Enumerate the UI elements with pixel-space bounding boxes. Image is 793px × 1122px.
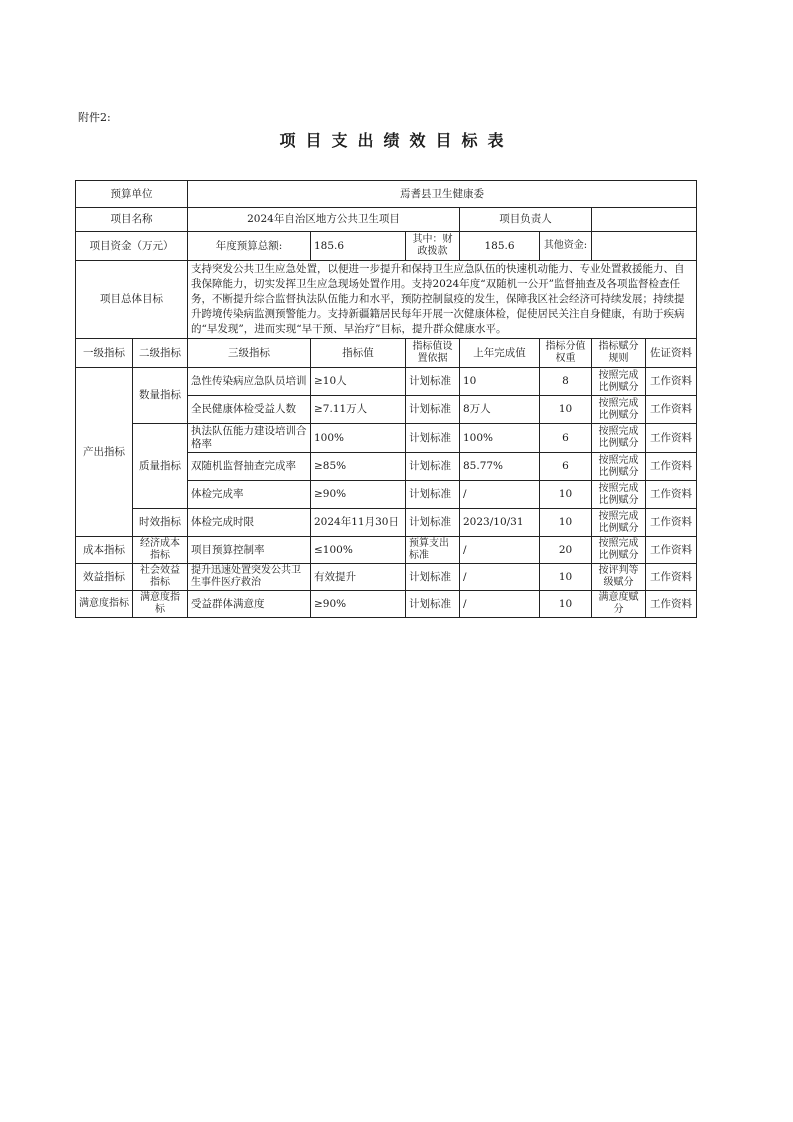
indicator-evidence: 工作资料: [646, 453, 697, 481]
indicator-name: 项目预算控制率: [188, 537, 311, 564]
indicator-rule: 按照完成比例赋分: [592, 481, 646, 509]
indicator-evidence: 工作资料: [646, 368, 697, 396]
indicator-weight: 20: [540, 537, 592, 564]
funds-row: [76, 232, 697, 261]
indicator-name: 执法队伍能力建设培训合格率: [188, 424, 311, 453]
indicator-rule: 按照完成比例赋分: [592, 368, 646, 396]
indicator-basis: 计划标准: [406, 591, 460, 618]
table-row: [76, 509, 697, 537]
indicator-evidence: 工作资料: [646, 564, 697, 591]
indicator-prev: 100%: [460, 424, 540, 453]
indicator-value: ≤100%: [311, 537, 406, 564]
indicator-value: ≥7.11万人: [311, 396, 406, 424]
indicator-evidence: 工作资料: [646, 424, 697, 453]
indicator-evidence: 工作资料: [646, 396, 697, 424]
page-title: 项目支出绩效目标表: [279, 131, 514, 150]
indicator-basis: 计划标准: [406, 368, 460, 396]
goal-row: [76, 261, 697, 339]
group-quantity: 数量指标: [133, 368, 188, 424]
project-owner-value: [592, 208, 697, 232]
indicator-weight: 10: [540, 396, 592, 424]
other-funds-label: 其他资金:: [540, 232, 592, 261]
indicator-name: 受益群体满意度: [188, 591, 311, 618]
indicator-weight: 8: [540, 368, 592, 396]
indicator-rule: 按照完成比例赋分: [592, 509, 646, 537]
group-output: 产出指标: [76, 368, 133, 537]
indicator-value: ≥85%: [311, 453, 406, 481]
project-name-value: 2024年自治区地方公共卫生项目: [188, 208, 460, 232]
col-header: 一级指标: [76, 339, 133, 368]
indicator-weight: 10: [540, 509, 592, 537]
indicator-basis: 计划标准: [406, 481, 460, 509]
annual-budget-label: 年度预算总额:: [188, 232, 311, 261]
indicator-basis: 计划标准: [406, 424, 460, 453]
col-header: 指标值设置依据: [406, 339, 460, 368]
indicator-name: 提升迅速处置突发公共卫生事件医疗救治: [188, 564, 311, 591]
group-social-benefit: 社会效益指标: [133, 564, 188, 591]
indicator-evidence: 工作资料: [646, 509, 697, 537]
indicator-value: ≥90%: [311, 591, 406, 618]
project-name-row: [76, 208, 697, 232]
budget-unit-value: 焉耆县卫生健康委: [188, 181, 697, 208]
indicator-basis: 计划标准: [406, 564, 460, 591]
group-cost: 成本指标: [76, 537, 133, 564]
indicator-evidence: 工作资料: [646, 591, 697, 618]
group-timeliness: 时效指标: [133, 509, 188, 537]
table-row: [76, 368, 697, 396]
col-header: 指标值: [311, 339, 406, 368]
indicator-basis: 计划标准: [406, 396, 460, 424]
other-funds-value: [592, 232, 697, 261]
indicator-basis: 预算支出标准: [406, 537, 460, 564]
group-satisfaction: 满意度指标: [76, 591, 133, 618]
budget-unit-label: 预算单位: [76, 181, 188, 208]
indicator-value: 有效提升: [311, 564, 406, 591]
indicator-prev: 85.77%: [460, 453, 540, 481]
indicator-value: 100%: [311, 424, 406, 453]
funds-label: 项目资金（万元）: [76, 232, 188, 261]
col-header: 上年完成值: [460, 339, 540, 368]
indicator-prev: /: [460, 481, 540, 509]
table-row: [76, 537, 697, 564]
indicator-weight: 6: [540, 453, 592, 481]
indicator-prev: 8万人: [460, 396, 540, 424]
indicator-rule: 满意度赋分: [592, 591, 646, 618]
indicator-evidence: 工作资料: [646, 537, 697, 564]
group-satisfaction-sub: 满意度指标: [133, 591, 188, 618]
indicator-rule: 按照完成比例赋分: [592, 537, 646, 564]
indicator-name: 全民健康体检受益人数: [188, 396, 311, 424]
indicator-weight: 10: [540, 591, 592, 618]
annual-budget-value: 185.6: [311, 232, 406, 261]
col-header: 指标赋分规则: [592, 339, 646, 368]
indicator-prev: /: [460, 591, 540, 618]
goal-text: 支持突发公共卫生应急处置，以便进一步提升和保持卫生应急队伍的快速机动能力、专业处置救援能力、自我保障能力，切实发挥卫生应急现场处置作用。支持2024年度“双随机一公开”监督抽查及各项监督检查任务，不断提升综合监督执法队伍能力和水平，预防控制鼠疫的发生，保障我区社会经济可持续发展；持续提升跨境传染病监测预警能力。支持新疆籍居民每年开展一次健康体检，促使居民关注自身健康，有助于疾病的“早发现”，进而实现“早干预、早治疗”目标，提升群众健康水平。: [188, 261, 697, 339]
indicator-rule: 按评判等级赋分: [592, 564, 646, 591]
indicator-name: 双随机监督抽查完成率: [188, 453, 311, 481]
indicator-rule: 按照完成比例赋分: [592, 453, 646, 481]
group-economic-cost: 经济成本指标: [133, 537, 188, 564]
indicator-value: ≥10人: [311, 368, 406, 396]
indicator-weight: 10: [540, 481, 592, 509]
col-header: 二级指标: [133, 339, 188, 368]
indicator-prev: /: [460, 537, 540, 564]
col-header: 佐证资料: [646, 339, 697, 368]
indicator-prev: 2023/10/31: [460, 509, 540, 537]
indicator-evidence: 工作资料: [646, 481, 697, 509]
indicator-name: 急性传染病应急队员培训: [188, 368, 311, 396]
goal-label: 项目总体目标: [76, 261, 188, 339]
indicator-name: 体检完成率: [188, 481, 311, 509]
indicator-basis: 计划标准: [406, 509, 460, 537]
indicator-prev: 10: [460, 368, 540, 396]
project-name-label: 项目名称: [76, 208, 188, 232]
indicator-value: 2024年11月30日: [311, 509, 406, 537]
col-header: 指标分值权重: [540, 339, 592, 368]
indicator-prev: /: [460, 564, 540, 591]
budget-unit-row: [76, 181, 697, 208]
fiscal-value: 185.6: [460, 232, 540, 261]
indicator-rule: 按照完成比例赋分: [592, 396, 646, 424]
indicator-value: ≥90%: [311, 481, 406, 509]
table-row: [76, 591, 697, 618]
fiscal-label: 其中：财政拨款: [406, 232, 460, 261]
indicator-basis: 计划标准: [406, 453, 460, 481]
col-header: 三级指标: [188, 339, 311, 368]
indicator-weight: 6: [540, 424, 592, 453]
project-owner-label: 项目负责人: [460, 208, 592, 232]
attachment-label: 附件2:: [78, 111, 111, 124]
group-quality: 质量指标: [133, 424, 188, 509]
indicator-name: 体检完成时限: [188, 509, 311, 537]
table-row: [76, 424, 697, 453]
column-header-row: [76, 339, 697, 368]
performance-table: [75, 180, 697, 618]
table-row: [76, 564, 697, 591]
group-benefit: 效益指标: [76, 564, 133, 591]
indicator-weight: 10: [540, 564, 592, 591]
indicator-rule: 按照完成比例赋分: [592, 424, 646, 453]
